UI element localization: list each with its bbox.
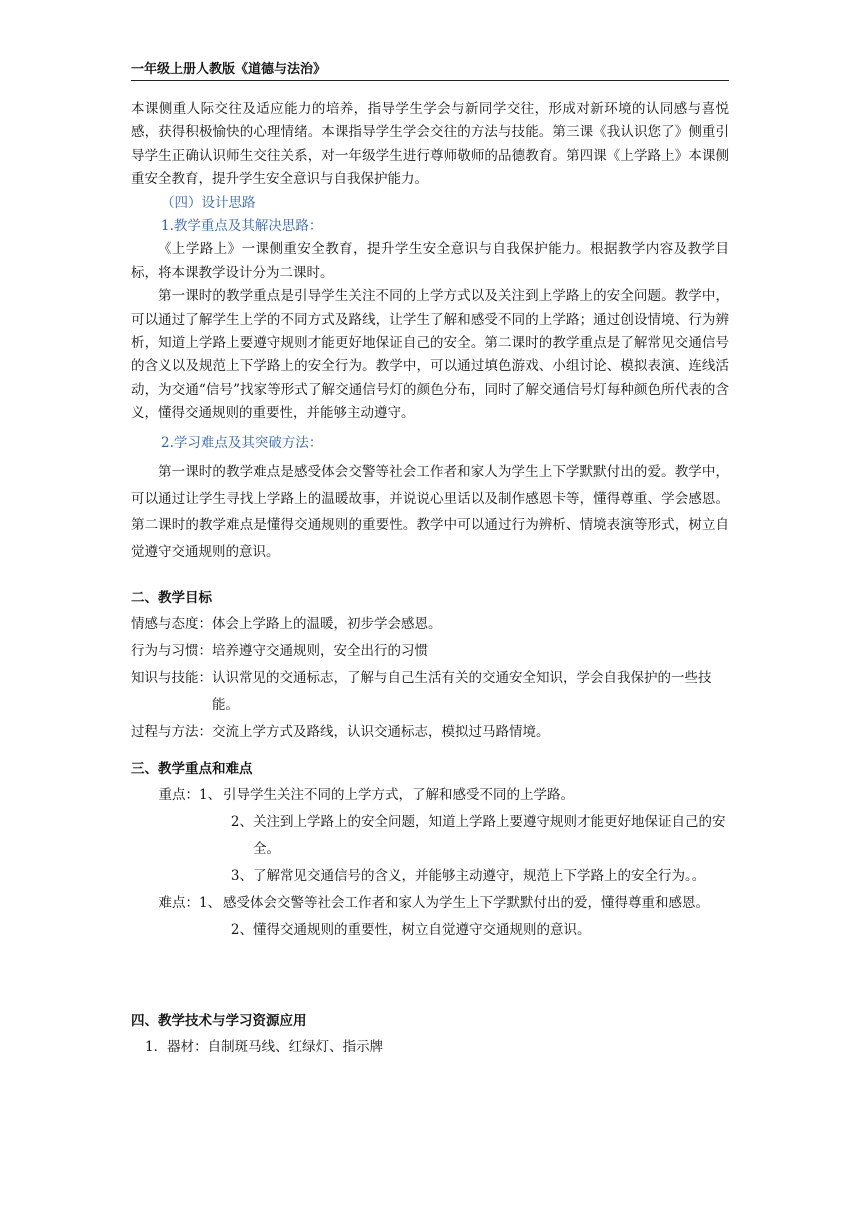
focus-item xyxy=(131,782,729,809)
item-number: 3、 xyxy=(230,868,253,885)
difficulty-item xyxy=(131,890,729,917)
item-text: 关注到上学路上的安全问题，知道上学路上要遵守规则才能更好地保证自己的安全。 xyxy=(253,814,726,858)
goals-list xyxy=(131,611,729,746)
section-title-goals: 二、教学目标 xyxy=(131,590,212,607)
focus-label: 重点： xyxy=(158,787,199,804)
focus-subheading: 1.教学重点及其解决思路： xyxy=(161,218,323,235)
goal-value: 认识常见的交通标志，了解与自己生活有关的交通安全知识，学会自我保护的一些技能。 xyxy=(212,670,712,714)
design-section-title: （四）设计思路 xyxy=(161,194,256,211)
goal-item xyxy=(131,638,729,665)
goal-value: 交流上学方式及路线，认识交通标志，模拟过马路情境。 xyxy=(212,724,550,741)
resource-item: 1．器材：自制斑马线、红绿灯、指示牌 xyxy=(145,1039,384,1056)
focus-item xyxy=(131,809,729,863)
focus-paragraph-1: 《上学路上》一课侧重安全教育，提升学生安全意识与自我保护能力。根据教学内容及教学目标，将本课教学设计分为二课时。 xyxy=(131,241,729,281)
difficulty-item xyxy=(131,917,729,944)
document-body xyxy=(131,98,729,1061)
difficulty-paragraph: 第一课时的教学难点是感受体会交警等社会工作者和家人为学生上下学默默付出的爱。教学中，可以通过让学生寻找上学路上的温暖故事，并说说心里话以及制作感恩卡等，懂得尊重、学会感恩。第二课时的教学难点是懂得交通规则的重要性。教学中可以通过行为辨析、情境表演等形式，树立自觉遵守交通规则的意识。 xyxy=(131,464,729,560)
goal-item xyxy=(131,665,729,719)
intro-paragraph: 本课侧重人际交往及适应能力的培养，指导学生学会与新同学交往，形成对新环境的认同感与喜悦感，获得积极愉快的心理情绪。本课指导学生学会交往的方法与技能。第三课《我认识您了》侧重引导学生正确认识师生交往关系，对一年级学生进行尊师敬师的品德教育。第四课《上学路上》本课侧重安全教育，提升学生安全意识与自我保护能力。 xyxy=(131,101,729,188)
header-divider xyxy=(131,80,729,81)
section-title-key-points: 三、教学重点和难点 xyxy=(131,761,253,778)
difficulty-label: 难点： xyxy=(158,895,199,912)
key-points-list xyxy=(131,782,729,944)
focus-paragraph-2: 第一课时的教学重点是引导学生关注不同的上学方式以及关注到上学路上的安全问题。教学中，可以通过了解学生上学的不同方式及路线，让学生了解和感受不同的上学路；通过创设情境、行为辨析，知道上学路上要遵守规则才能更好地保证自己的安全。第二课时的教学重点是了解常见交通信号的含义以及规范上下学路上的安全行为。教学中，可以通过填色游戏、小组讨论、模拟表演、连线活动，为交通“信号”找家等形式了解交通信号灯的颜色分布，同时了解交通信号灯每种颜色所代表的含义，懂得交通规则的重要性，并能够主动遵守。 xyxy=(131,288,729,422)
item-text: 引导学生关注不同的上学方式，了解和感受不同的上学路。 xyxy=(223,787,574,804)
goal-key: 过程与方法： xyxy=(131,724,212,741)
item-text: 懂得交通规则的重要性，树立自觉遵守交通规则的意识。 xyxy=(253,922,591,939)
item-text: 感受体会交警等社会工作者和家人为学生上下学默默付出的爱，懂得尊重和感恩。 xyxy=(223,895,709,912)
item-number: 1、 xyxy=(199,895,222,912)
goal-key: 情感与态度： xyxy=(131,616,212,633)
item-number: 1、 xyxy=(199,787,222,804)
item-text: 了解常见交通信号的含义，并能够主动遵守，规范上下学路上的安全行为。。 xyxy=(253,868,706,885)
page-header-title: 一年级上册人教版《道德与法治》 xyxy=(131,62,327,77)
goal-key: 知识与技能： xyxy=(131,670,212,687)
focus-item xyxy=(131,863,729,890)
section-title-resources: 四、教学技术与学习资源应用 xyxy=(131,1013,307,1030)
difficulty-subheading: 2.学习难点及其突破方法： xyxy=(161,434,323,451)
goal-key: 行为与习惯： xyxy=(131,643,212,660)
goal-item xyxy=(131,611,729,638)
item-number: 2、 xyxy=(230,922,253,939)
goal-value: 体会上学路上的温暖，初步学会感恩。 xyxy=(212,616,442,633)
goal-value: 培养遵守交通规则，安全出行的习惯 xyxy=(212,643,428,660)
goal-item xyxy=(131,719,729,746)
item-number: 2、 xyxy=(230,814,253,831)
